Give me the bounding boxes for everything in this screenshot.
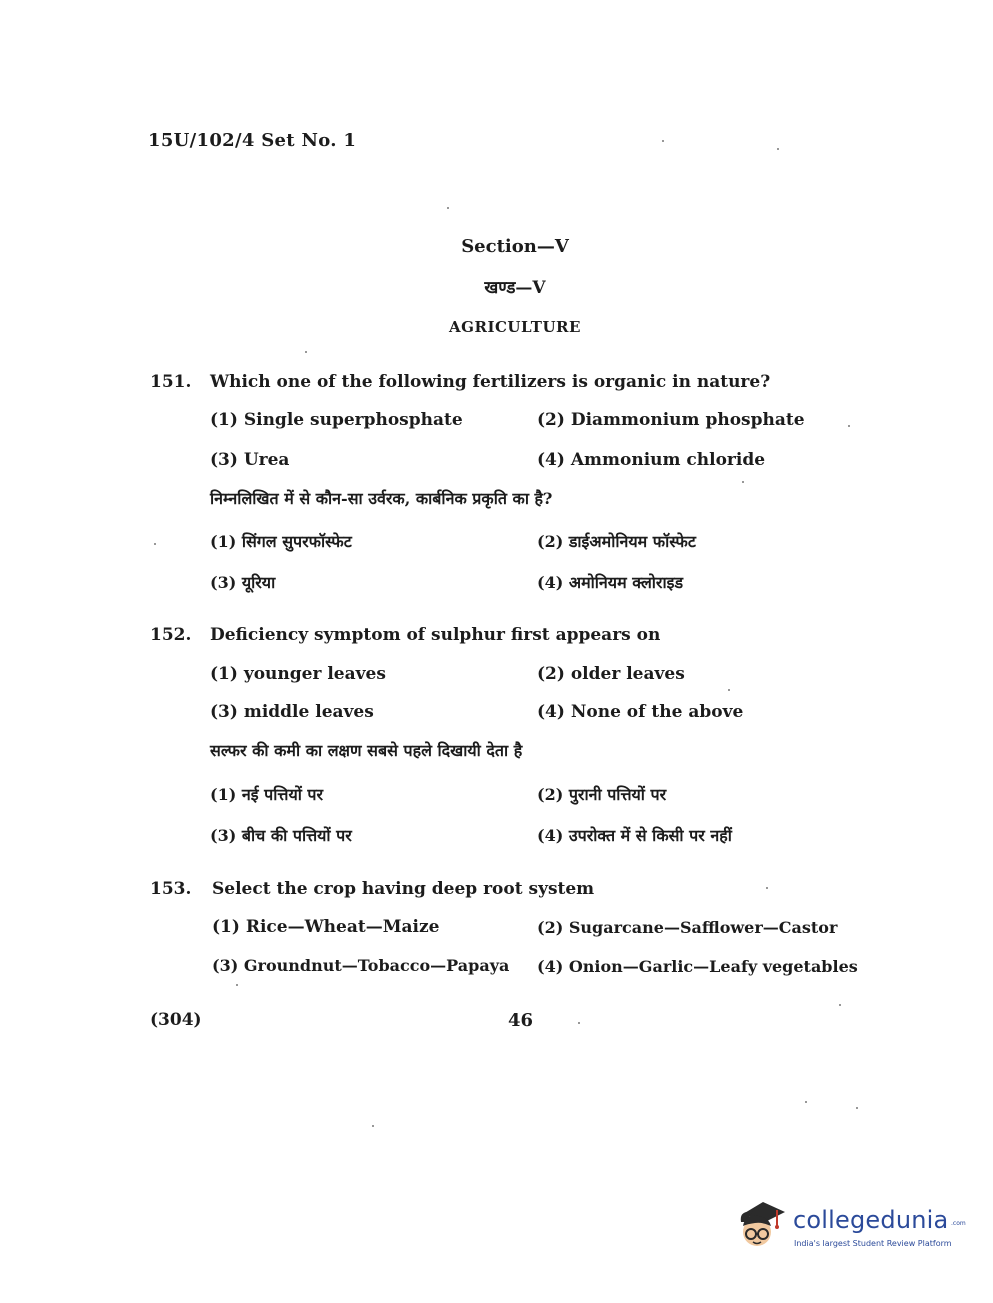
- q152-option-4-hi: (4) उपरोक्त में से किसी पर नहीं: [537, 826, 732, 845]
- subject-title: AGRICULTURE: [449, 318, 581, 336]
- question-text-151-en: Which one of the following fertilizers is organic in nature?: [210, 372, 771, 392]
- scan-speck: [154, 543, 156, 545]
- q151-option-4-hi: (4) अमोनियम क्लोराइड: [537, 573, 684, 592]
- q151-option-2-en: (2) Diammonium phosphate: [537, 410, 805, 430]
- q152-option-3-hi: (3) बीच की पत्तियों पर: [210, 826, 352, 845]
- footer-code: (304): [150, 1010, 202, 1030]
- section-title-hindi: खण्ड—V: [484, 278, 546, 298]
- scan-speck: [372, 1125, 374, 1127]
- scan-speck: [728, 689, 730, 691]
- scan-speck: [777, 148, 779, 150]
- brand-tagline: India's largest Student Review Platform: [794, 1239, 952, 1248]
- question-number-152: 152.: [150, 625, 192, 645]
- question-number-153: 153.: [150, 879, 192, 899]
- q151-option-3-en: (3) Urea: [210, 450, 290, 470]
- question-number-151: 151.: [150, 372, 192, 392]
- brand-domain: .com: [951, 1220, 966, 1227]
- scan-speck: [305, 351, 307, 353]
- scan-speck: [447, 207, 449, 209]
- q152-option-1-en: (1) younger leaves: [210, 664, 386, 684]
- scan-speck: [848, 425, 850, 427]
- q151-option-3-hi: (3) यूरिया: [210, 573, 276, 592]
- q153-option-1-en: (1) Rice—Wheat—Maize: [212, 917, 440, 937]
- q152-option-2-hi: (2) पुरानी पत्तियों पर: [537, 785, 667, 804]
- q153-option-4-en: (4) Onion—Garlic—Leafy vegetables: [537, 957, 858, 976]
- q153-option-2-en: (2) Sugarcane—Safflower—Castor: [537, 918, 838, 937]
- scan-speck: [236, 984, 238, 986]
- scan-speck: [742, 481, 744, 483]
- brand-name: collegedunia: [793, 1206, 949, 1234]
- section-title-english: Section—V: [461, 236, 569, 257]
- scan-speck: [662, 140, 664, 142]
- collegedunia-watermark: [733, 1196, 966, 1256]
- q151-option-2-hi: (2) डाईअमोनियम फॉस्फेट: [537, 532, 696, 551]
- page-number: 46: [508, 1010, 534, 1031]
- graduate-mascot-icon: [733, 1196, 789, 1254]
- q151-option-1-en: (1) Single superphosphate: [210, 410, 463, 430]
- scan-speck: [578, 1022, 580, 1024]
- scan-speck: [766, 887, 768, 889]
- question-text-151-hi: निम्नलिखित में से कौन-सा उर्वरक, कार्बनिक प्रकृति का है?: [210, 489, 553, 508]
- scan-speck: [856, 1107, 858, 1109]
- question-text-153-en: Select the crop having deep root system: [212, 879, 595, 899]
- q152-option-2-en: (2) older leaves: [537, 664, 685, 684]
- q151-option-4-en: (4) Ammonium chloride: [537, 450, 766, 470]
- scan-speck: [839, 1004, 841, 1006]
- q151-option-1-hi: (1) सिंगल सुपरफॉस्फेट: [210, 532, 352, 551]
- q152-option-4-en: (4) None of the above: [537, 702, 744, 722]
- q152-option-3-en: (3) middle leaves: [210, 702, 374, 722]
- question-text-152-hi: सल्फर की कमी का लक्षण सबसे पहले दिखायी देता है: [210, 741, 523, 760]
- paper-code: 15U/102/4 Set No. 1: [148, 130, 357, 151]
- question-text-152-en: Deficiency symptom of sulphur first appears on: [210, 625, 661, 645]
- q153-option-3-en: (3) Groundnut—Tobacco—Papaya: [212, 956, 510, 975]
- scan-speck: [805, 1101, 807, 1103]
- q152-option-1-hi: (1) नई पत्तियों पर: [210, 785, 324, 804]
